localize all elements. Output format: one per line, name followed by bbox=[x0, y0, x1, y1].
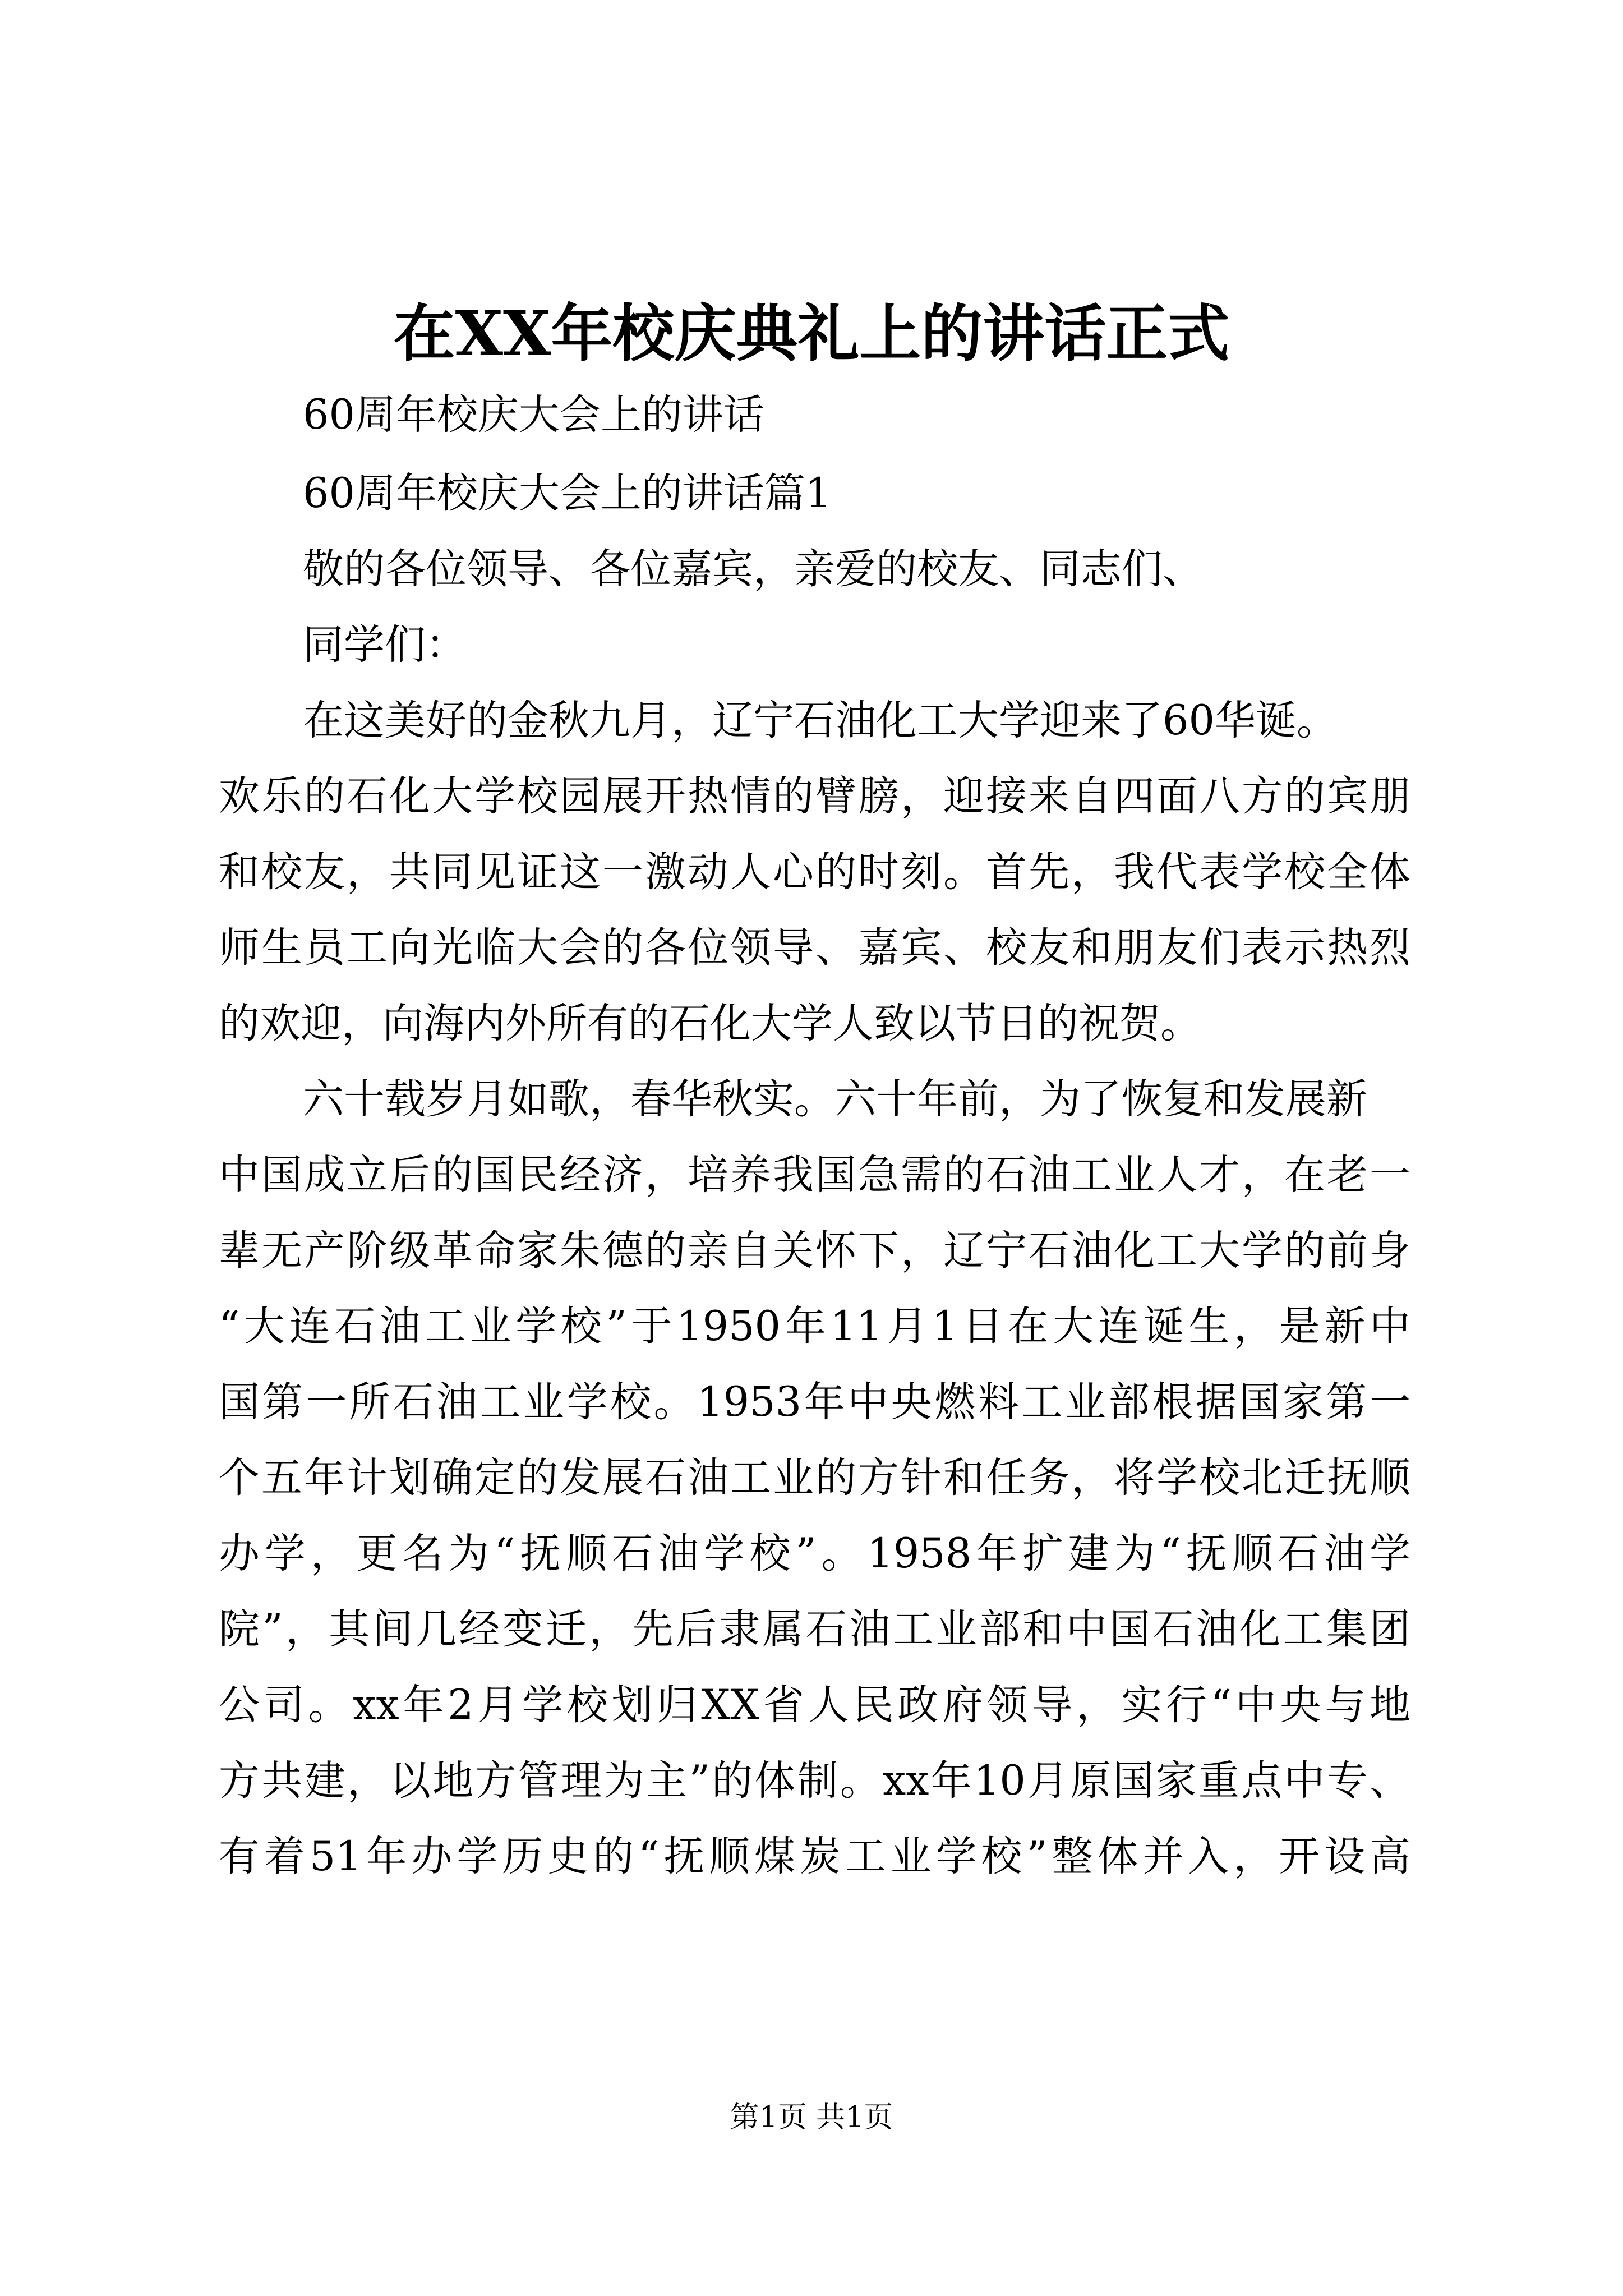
document-title: 在XX年校庆典礼上的讲话正式 bbox=[393, 297, 1230, 370]
page-number-footer: 第1页 共1页 bbox=[730, 2101, 893, 2134]
paragraph-line: 中国成立后的国民经济，培养我国急需的石油工业人才，在老一 bbox=[219, 1151, 1410, 1199]
paragraph-line: 在这美好的金秋九月，辽宁石油化工大学迎来了60华诞。 bbox=[303, 697, 1338, 744]
paragraph-line: 六十载岁月如歌，春华秋实。六十年前，为了恢复和发展新 bbox=[303, 1075, 1367, 1123]
paragraph-line: 欢乐的石化大学校园展开热情的臂膀，迎接来自四面八方的宾朋 bbox=[219, 772, 1410, 820]
paragraph-line: 的欢迎，向海内外所有的石化大学人致以节日的祝贺。 bbox=[219, 1000, 1201, 1047]
paragraph-line: 公司。xx年2月学校划归XX省人民政府领导，实行“中央与地 bbox=[219, 1681, 1410, 1729]
paragraph-line: 办学，更名为“抚顺石油学校”。1958年扩建为“抚顺石油学 bbox=[219, 1530, 1410, 1577]
subtitle-line: 60周年校庆大会上的讲话 bbox=[303, 391, 764, 439]
paragraph-line: 院”，其间几经变迁，先后隶属石油工业部和中国石油化工集团 bbox=[219, 1605, 1410, 1653]
paragraph-line: “大连石油工业学校”于1950年11月1日在大连诞生，是新中 bbox=[219, 1303, 1410, 1350]
subtitle-line: 60周年校庆大会上的讲话篇1 bbox=[303, 470, 832, 517]
paragraph-line: 有着51年办学历史的“抚顺煤炭工业学校”整体并入，开设高 bbox=[219, 1833, 1410, 1880]
salutation-line: 同学们： bbox=[303, 621, 467, 669]
paragraph-line: 和校友，共同见证这一激动人心的时刻。首先，我代表学校全体 bbox=[219, 848, 1410, 896]
paragraph-line: 方共建，以地方管理为主”的体制。xx年10月原国家重点中专、 bbox=[219, 1757, 1410, 1805]
paragraph-line: 师生员工向光临大会的各位领导、嘉宾、校友和朋友们表示热烈 bbox=[219, 924, 1410, 972]
paragraph-line: 国第一所石油工业学校。1953年中央燃料工业部根据国家第一 bbox=[219, 1378, 1410, 1426]
salutation-line: 敬的各位领导、各位嘉宾，亲爱的校友、同志们、 bbox=[303, 545, 1204, 593]
paragraph-line: 个五年计划确定的发展石油工业的方针和任务，将学校北迁抚顺 bbox=[219, 1454, 1410, 1502]
paragraph-line: 辈无产阶级革命家朱德的亲自关怀下，辽宁石油化工大学的前身 bbox=[219, 1227, 1410, 1274]
